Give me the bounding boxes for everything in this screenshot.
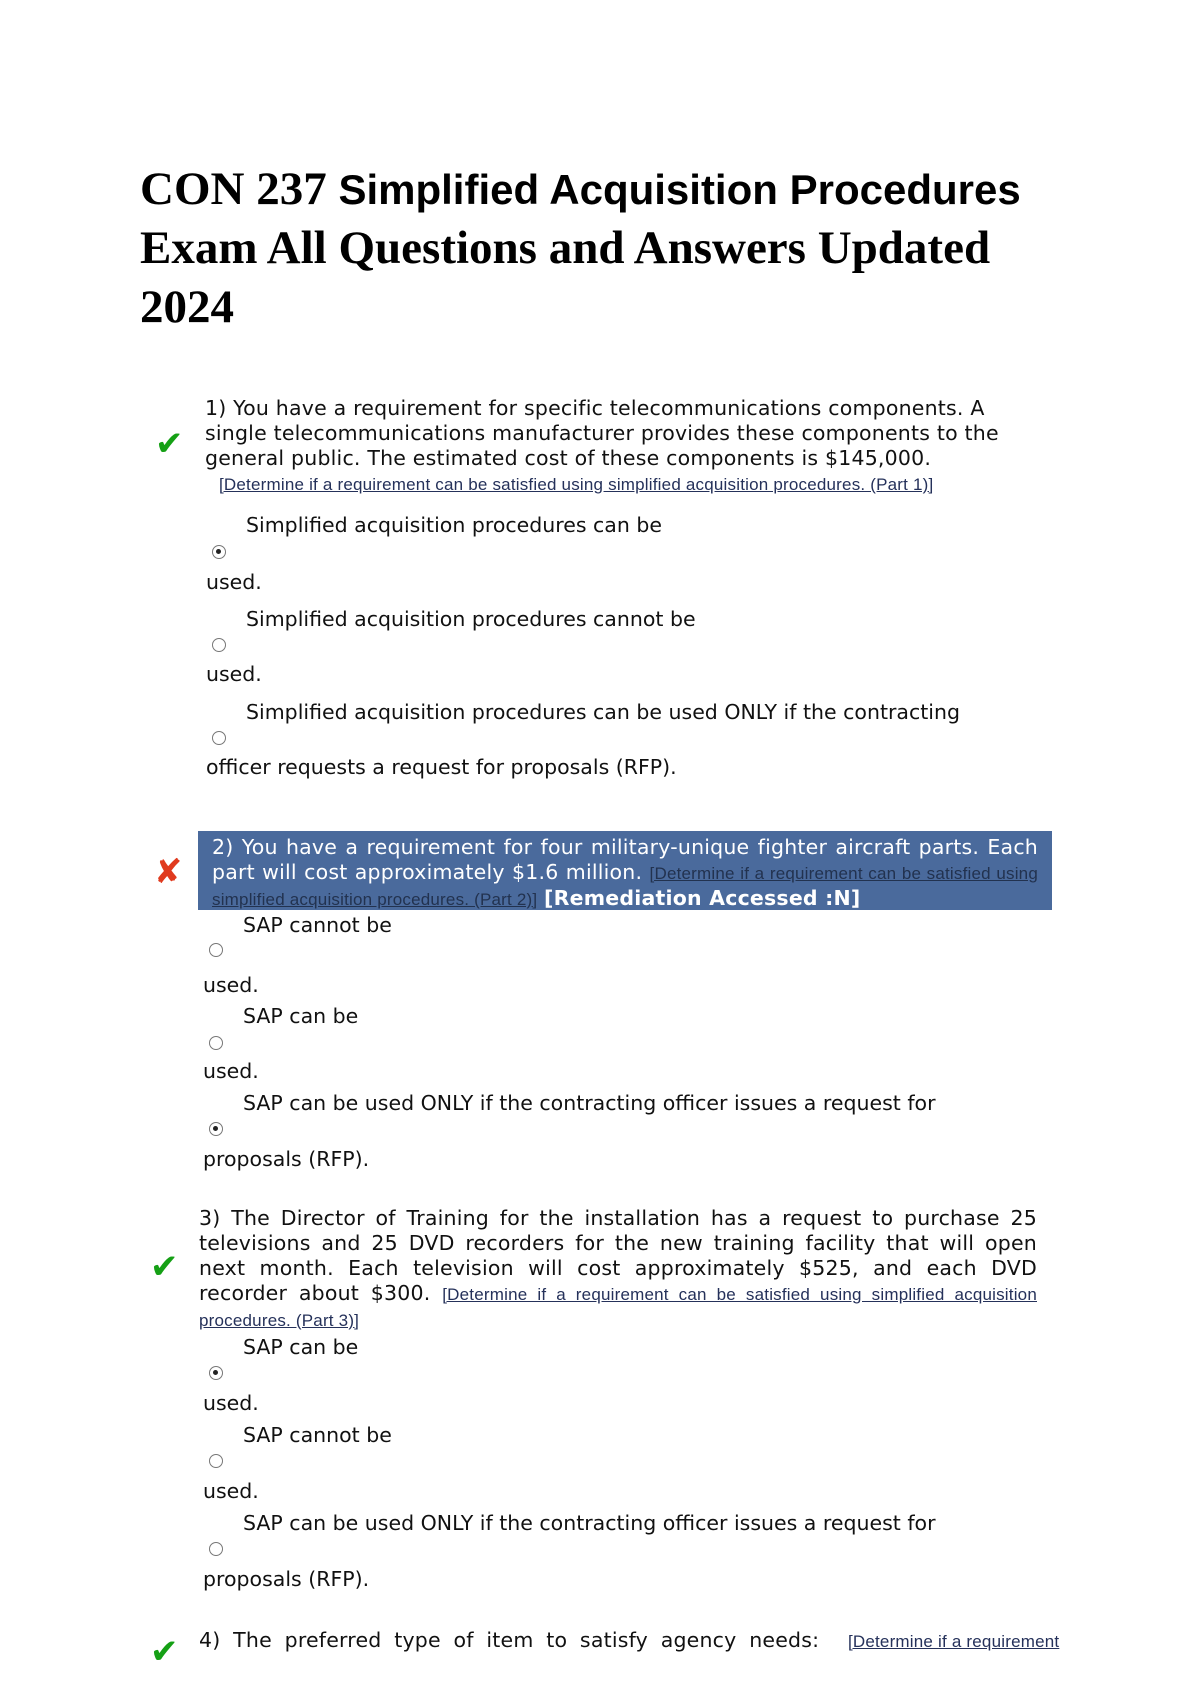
radio-button[interactable] — [209, 943, 223, 957]
question-1-reference-link[interactable]: [Determine if a requirement can be satisfied using simplified acquisition procedures. (Part 1)] — [219, 475, 934, 494]
radio-button[interactable] — [212, 638, 226, 652]
option-label-continued: used. — [203, 1479, 259, 1503]
radio-button-selected[interactable] — [209, 1122, 223, 1136]
question-4-prompt: 4) The preferred type of item to satisfy agency needs: — [199, 1628, 820, 1652]
question-3-prompt: 3) The Director of Training for the installation has a request to purchase 25 televisions and 25 DVD recorders for the new training facility that will open next month. Each television will cost approximately $525, and each DVD recorder about $300. — [199, 1206, 1037, 1305]
remediation-status: [Remediation Accessed :N] — [544, 886, 861, 910]
option-label-continued: used. — [203, 1059, 259, 1083]
option-label: SAP can be — [243, 1004, 359, 1028]
option-label-continued: officer requests a request for proposals (RFP). — [206, 755, 677, 779]
correct-check-icon: ✔ — [150, 1247, 179, 1287]
correct-check-icon: ✔ — [155, 424, 184, 464]
option-label: Simplified acquisition procedures can be used ONLY if the contracting — [246, 700, 960, 724]
option-label-continued: proposals (RFP). — [203, 1147, 370, 1171]
radio-button-selected[interactable] — [209, 1366, 223, 1380]
radio-button[interactable] — [209, 1036, 223, 1050]
title-line-3: 2024 — [140, 281, 234, 333]
option-label-continued: used. — [203, 973, 259, 997]
title-course-code: CON 237 — [140, 163, 327, 215]
option-label: Simplified acquisition procedures cannot be — [246, 607, 696, 631]
question-2-reference-link[interactable]: [Determine if a requirement can be satisfied using simplified acquisition procedures. (Part 2)] — [212, 864, 1038, 909]
radio-button[interactable] — [209, 1454, 223, 1468]
question-1-prompt: 1) You have a requirement for specific telecommunications components. A single telecommunications manufacturer provides these components to the general public. The estimated cost of these components is $145,000. — [205, 396, 999, 470]
question-3-reference-link[interactable]: [Determine if a requirement can be satisfied using simplified acquisition procedures. (Part 3)] — [199, 1285, 1037, 1330]
page-title — [140, 160, 1040, 337]
option-label: SAP can be used ONLY if the contracting officer issues a request for — [243, 1091, 936, 1115]
option-label-continued: proposals (RFP). — [203, 1567, 370, 1591]
option-label: SAP cannot be — [243, 1423, 392, 1447]
question-2-text — [198, 831, 1052, 910]
radio-button[interactable] — [209, 1542, 223, 1556]
option-label-continued: used. — [206, 662, 262, 686]
radio-button[interactable] — [212, 731, 226, 745]
option-label: SAP can be — [243, 1335, 359, 1359]
correct-check-icon: ✔ — [150, 1632, 179, 1672]
question-3-text — [199, 1206, 1037, 1333]
question-1-text — [205, 396, 1025, 497]
radio-button-selected[interactable] — [212, 545, 226, 559]
option-label-continued: used. — [206, 570, 262, 594]
title-course-name: Simplified Acquisition Procedures — [338, 166, 1021, 213]
option-label: SAP can be used ONLY if the contracting officer issues a request for — [243, 1511, 936, 1535]
option-label: SAP cannot be — [243, 913, 392, 937]
title-line-2: Exam All Questions and Answers Updated — [140, 222, 991, 274]
question-2-prompt: 2) You have a requirement for four military-unique fighter aircraft parts. Each part will cost approximately $1.6 million. — [212, 835, 1038, 884]
option-label: Simplified acquisition procedures can be — [246, 513, 663, 537]
question-4-reference-link[interactable]: [Determine if a requirement — [847, 1632, 1060, 1651]
option-label-continued: used. — [203, 1391, 259, 1415]
incorrect-x-icon: ✘ — [154, 852, 183, 892]
question-4-text — [199, 1628, 1059, 1654]
